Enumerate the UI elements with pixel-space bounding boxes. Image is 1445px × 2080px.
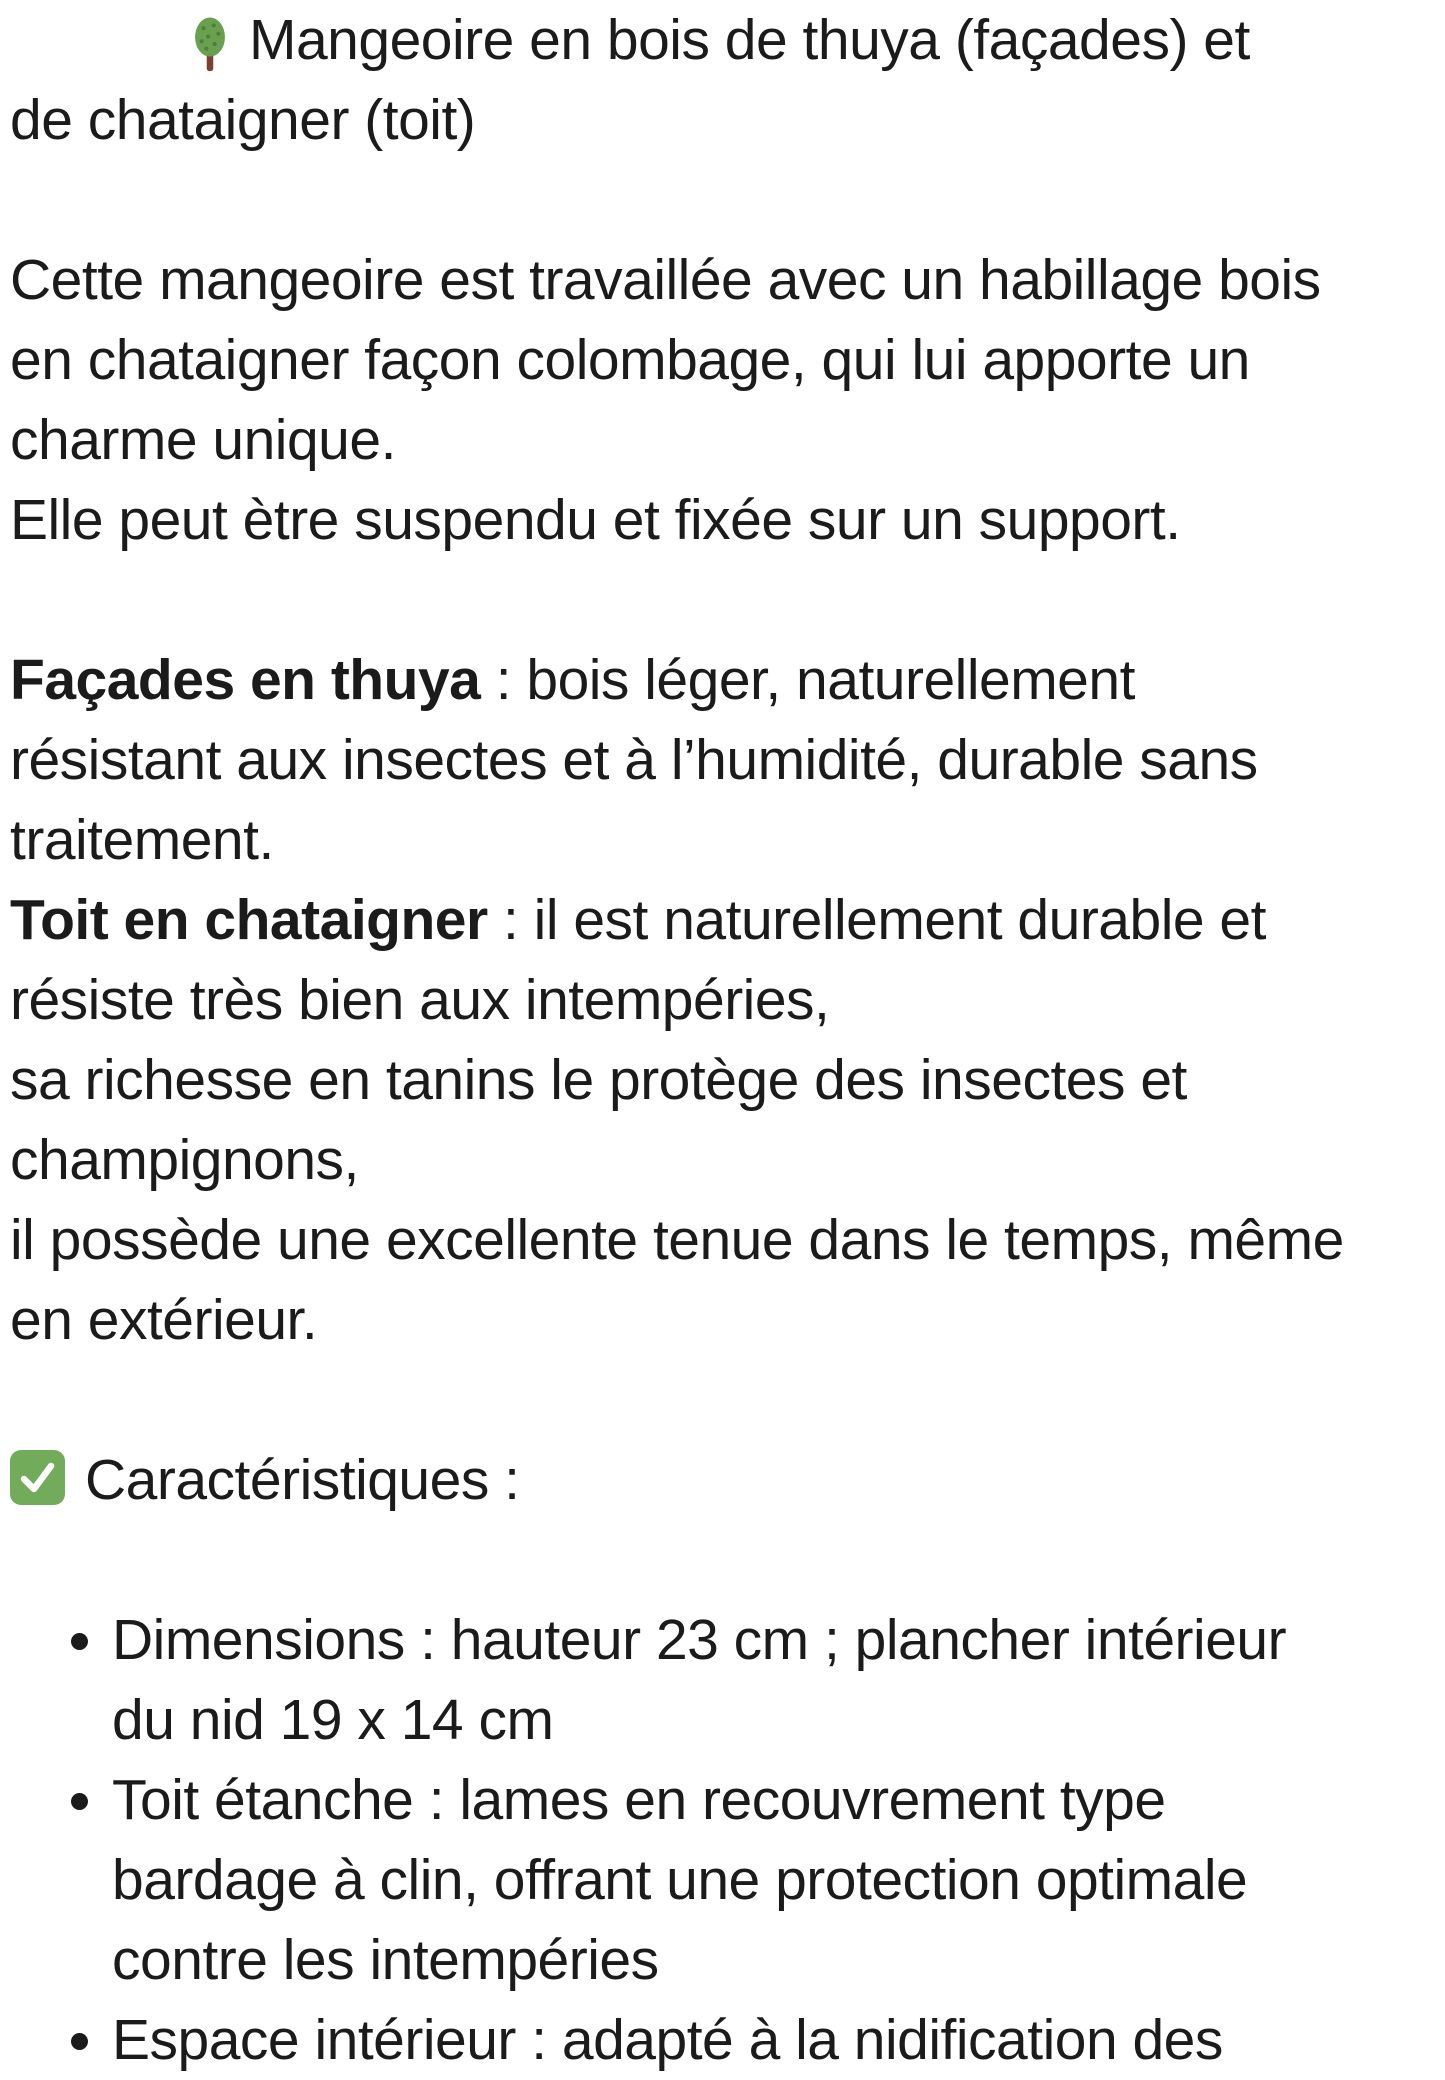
toit-etanche-line-2: bardage à clin, offrant une protection optimale bbox=[112, 1848, 1248, 1912]
espace-interieur-line-1: • Espace intérieur : adapté à la nidification des bbox=[112, 2008, 1223, 2072]
dimensions-line-2: du nid 19 x 14 cm bbox=[112, 1688, 554, 1752]
materials-line-8: il possède une excellente tenue dans le temps, même bbox=[10, 1208, 1344, 1272]
dimensions-line-1: • Dimensions : hauteur 23 cm ; plancher intérieur bbox=[112, 1608, 1287, 1672]
characteristics-heading bbox=[10, 1440, 1435, 1520]
list-item-dimensions bbox=[112, 1600, 1435, 1760]
intro-line-4: Elle peut ètre suspendu et fixée sur un support. bbox=[10, 488, 1181, 552]
toit-rest-text: : il est naturellement durable et bbox=[487, 888, 1266, 952]
toit-etanche-line-3: contre les intempéries bbox=[112, 1928, 659, 1992]
characteristics-heading-text: Caractéristiques : bbox=[85, 1448, 520, 1512]
title-line-1 bbox=[10, 0, 1435, 80]
product-title bbox=[10, 0, 1435, 160]
list-item-toit-etanche bbox=[112, 1760, 1435, 2000]
materials-line-5: résiste très bien aux intempéries, bbox=[10, 968, 830, 1032]
title-text-line-2: de chataigner (toit) bbox=[10, 88, 476, 152]
check-mark-icon bbox=[10, 1450, 65, 1505]
intro-line-2: en chataigner façon colombage, qui lui apporte un bbox=[10, 328, 1250, 392]
title-text-line-1: Mangeoire en bois de thuya (façades) et bbox=[249, 8, 1250, 72]
list-item-espace-interieur bbox=[112, 2000, 1435, 2080]
intro-line-3: charme unique. bbox=[10, 408, 396, 472]
materials-line-6: sa richesse en tanins le protège des insectes et bbox=[10, 1048, 1187, 1112]
facades-bold-label: Façades en thuya bbox=[10, 648, 481, 712]
intro-paragraph bbox=[10, 240, 1435, 560]
characteristics-list bbox=[10, 1600, 1435, 2080]
characteristics-heading-line bbox=[10, 1440, 1435, 1520]
facades-rest-text: : bois léger, naturellement bbox=[480, 648, 1135, 712]
toit-etanche-line-1: • Toit étanche : lames en recouvrement type bbox=[112, 1768, 1166, 1832]
facades-line bbox=[10, 640, 1435, 720]
materials-line-2: résistant aux insectes et à l’humidité, durable sans bbox=[10, 728, 1258, 792]
materials-paragraph bbox=[10, 640, 1435, 1360]
materials-line-9: en extérieur. bbox=[10, 1288, 318, 1352]
toit-line bbox=[10, 880, 1435, 960]
intro-line-1: Cette mangeoire est travaillée avec un habillage bois bbox=[10, 248, 1321, 312]
materials-line-7: champignons, bbox=[10, 1128, 359, 1192]
materials-line-3: traitement. bbox=[10, 808, 274, 872]
toit-bold-label: Toit en chataigner bbox=[10, 888, 488, 952]
tree-icon bbox=[193, 17, 227, 73]
